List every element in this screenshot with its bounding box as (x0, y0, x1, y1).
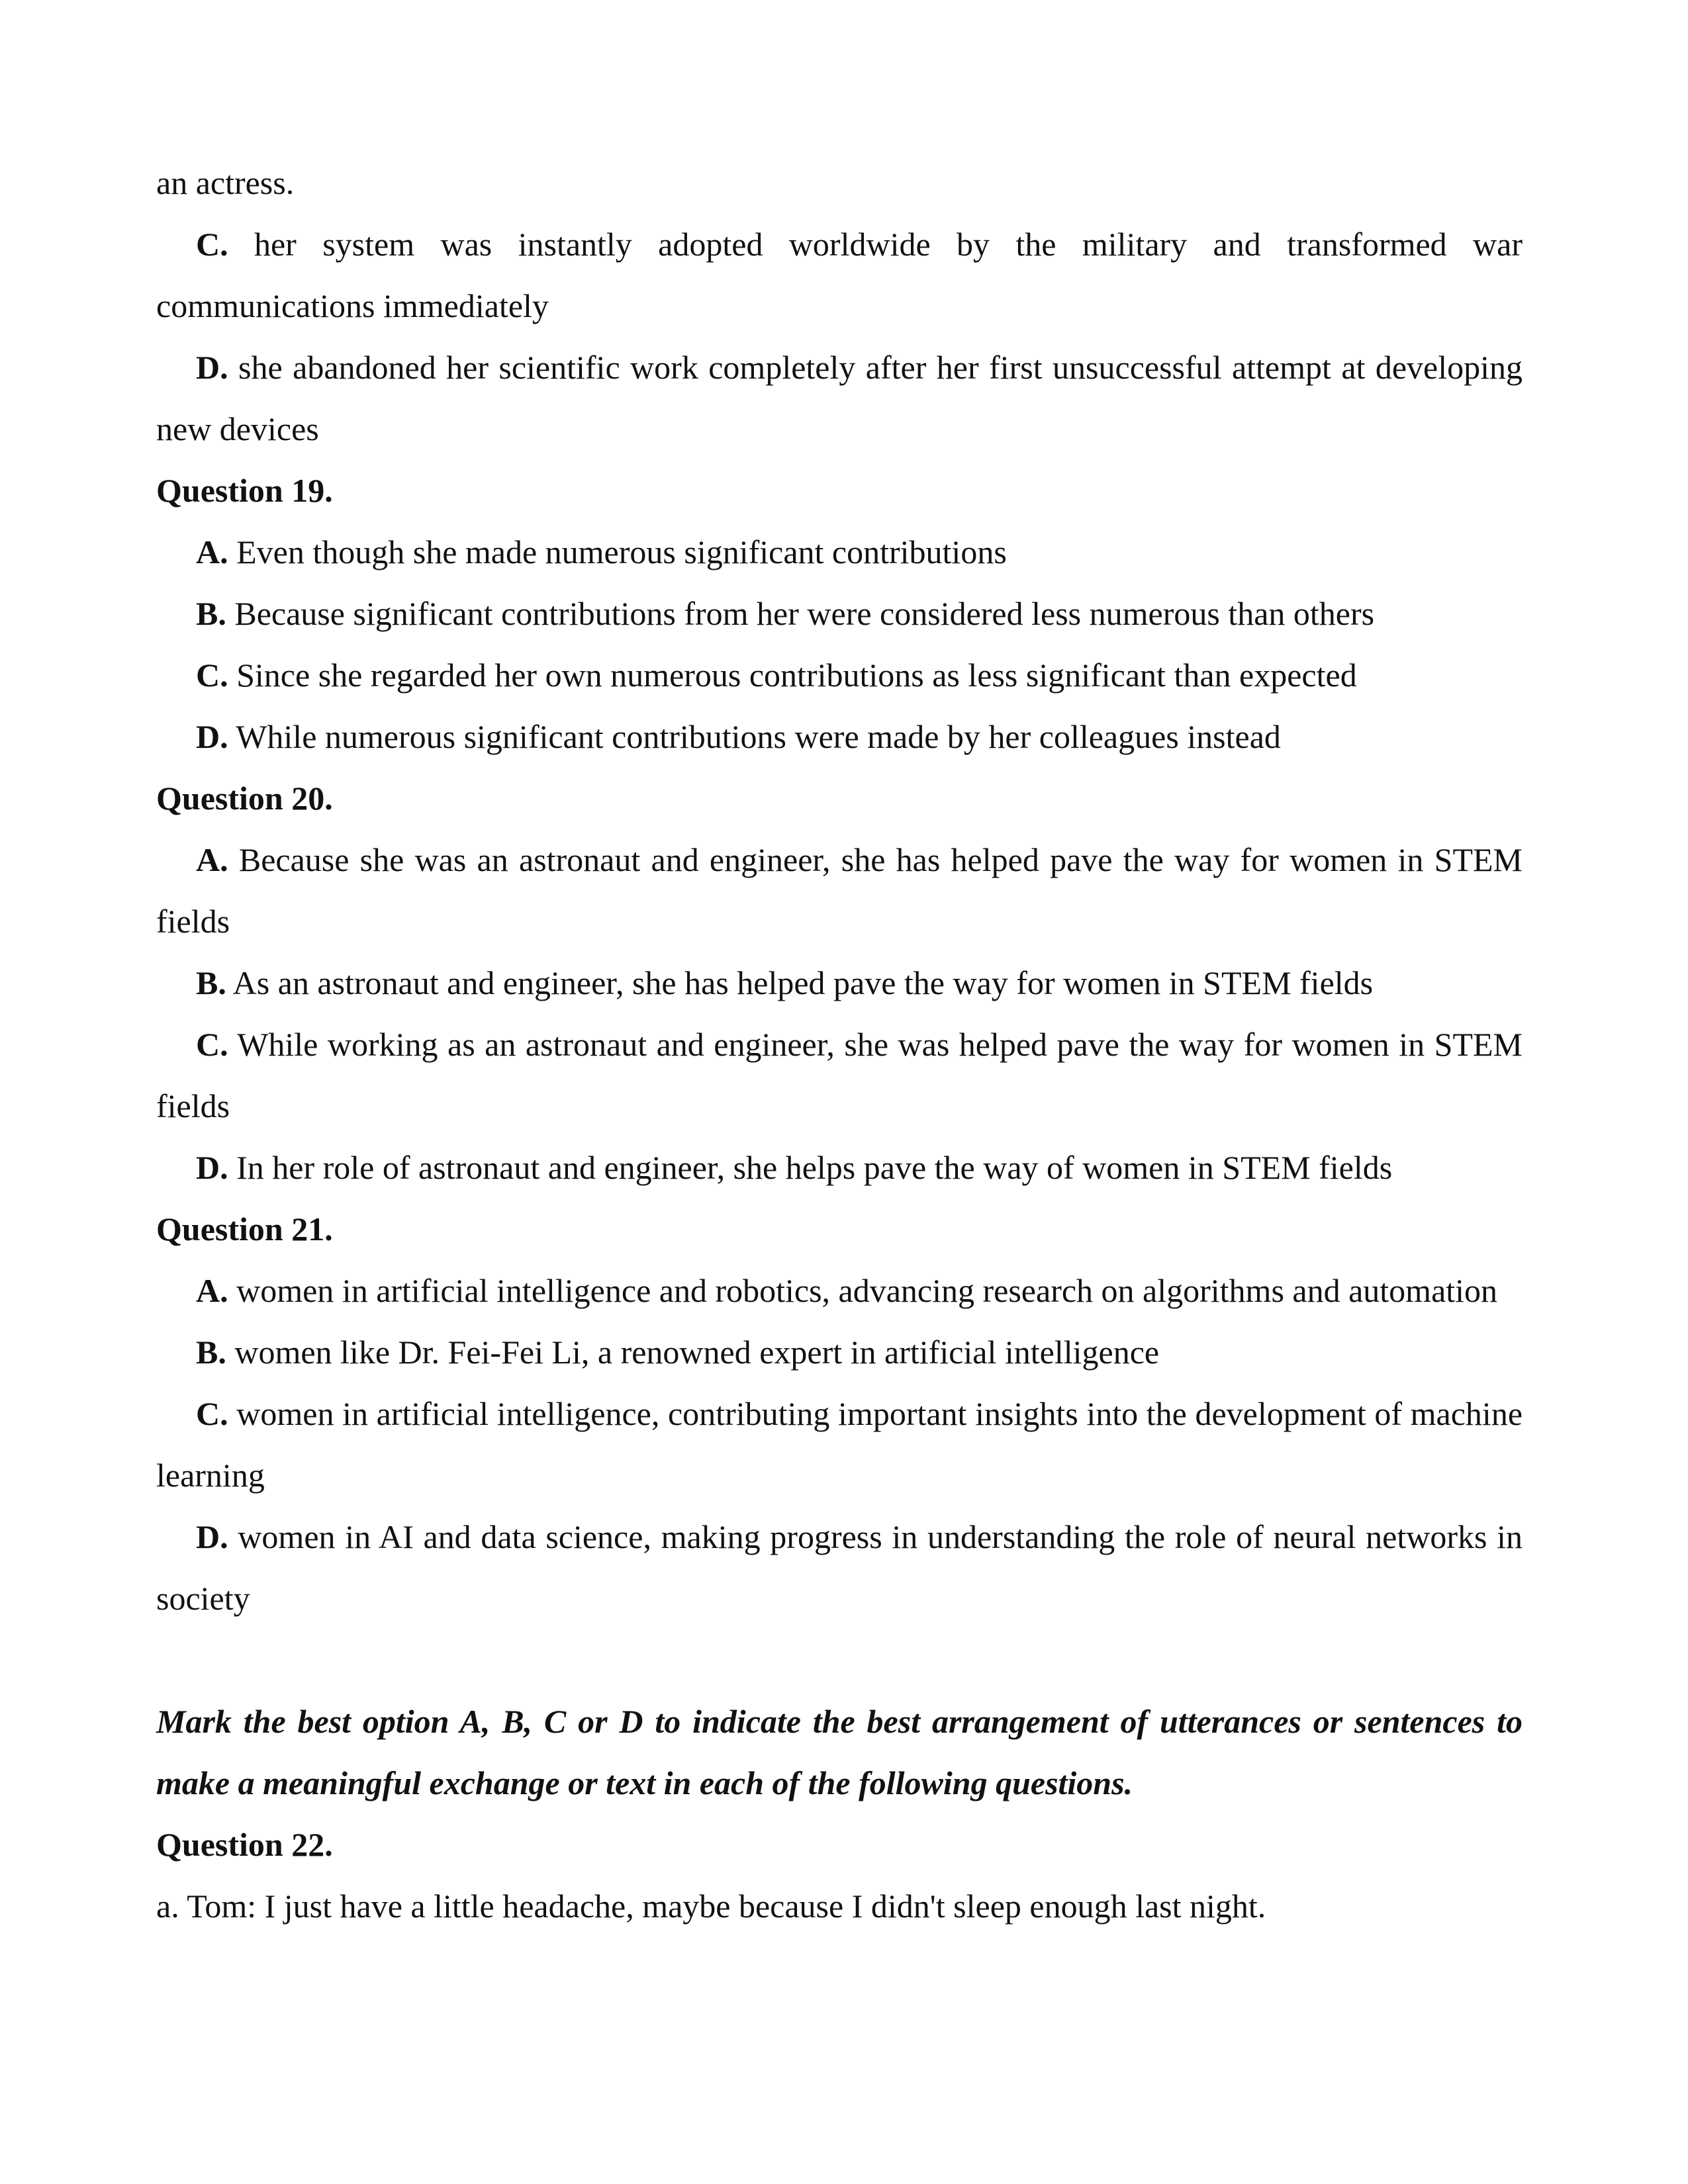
option-text: she abandoned her scientific work completely after her first unsuccessful attempt at developing new devices (156, 349, 1523, 447)
option-text: Even though she made numerous significant contributions (236, 533, 1007, 570)
option-q19-c[interactable] (156, 645, 1523, 706)
option-q21-d[interactable] (156, 1506, 1523, 1629)
option-text: Because significant contributions from her were considered less numerous than others (234, 595, 1375, 632)
option-letter: D. (196, 349, 228, 386)
document-page (156, 152, 1523, 1937)
option-text: As an astronaut and engineer, she has helped pave the way for women in STEM fields (232, 964, 1374, 1001)
option-q20-b[interactable] (156, 952, 1523, 1014)
option-text: In her role of astronaut and engineer, she helps pave the way of women in STEM fields (236, 1149, 1393, 1186)
dialogue-line-a: a. Tom: I just have a little headache, maybe because I didn't sleep enough last night. (156, 1888, 1266, 1925)
option-letter: D. (196, 1518, 228, 1555)
option-letter: D. (196, 718, 228, 755)
option-letter: A. (196, 533, 228, 570)
option-q21-c[interactable] (156, 1383, 1523, 1506)
option-letter: C. (196, 1026, 228, 1063)
option-q19-b[interactable] (156, 583, 1523, 645)
option-letter: C. (196, 226, 228, 263)
option-text: Since she regarded her own numerous contributions as less significant than expected (236, 657, 1357, 694)
option-q20-a[interactable] (156, 829, 1523, 952)
option-letter: A. (196, 1272, 228, 1309)
option-q20-c[interactable] (156, 1014, 1523, 1137)
option-text: women like Dr. Fei-Fei Li, a renowned expert in artificial intelligence (234, 1334, 1160, 1371)
option-letter: B. (196, 964, 226, 1001)
option-q19-a[interactable] (156, 522, 1523, 583)
option-letter: A. (196, 841, 228, 878)
option-q21-a[interactable] (156, 1260, 1523, 1322)
option-text: women in artificial intelligence and robotics, advancing research on algorithms and automation (236, 1272, 1498, 1309)
question-20-heading: Question 20. (156, 780, 333, 817)
option-q18-c[interactable] (156, 214, 1523, 337)
option-q19-d[interactable] (156, 706, 1523, 768)
option-q18-d[interactable] (156, 337, 1523, 460)
option-text: While numerous significant contributions were made by her colleagues instead (236, 718, 1281, 755)
question-22-heading: Question 22. (156, 1826, 333, 1863)
option-letter: D. (196, 1149, 228, 1186)
question-21-heading: Question 21. (156, 1210, 333, 1248)
question-19-heading: Question 19. (156, 472, 333, 509)
option-letter: B. (196, 1334, 226, 1371)
option-text: women in AI and data science, making progress in understanding the role of neural networks in society (156, 1518, 1523, 1617)
continuation-text: an actress. (156, 164, 295, 201)
option-q20-d[interactable] (156, 1137, 1523, 1199)
option-text: women in artificial intelligence, contributing important insights into the development of machine learning (156, 1395, 1523, 1494)
option-q21-b[interactable] (156, 1322, 1523, 1383)
option-letter: C. (196, 1395, 228, 1432)
section-instruction: Mark the best option A, B, C or D to indicate the best arrangement of utterances or sentences to make a meaningful exchange or text in each of the following questions. (156, 1703, 1523, 1801)
option-text: While working as an astronaut and engineer, she was helped pave the way for women in STEM fields (156, 1026, 1523, 1124)
option-letter: C. (196, 657, 228, 694)
option-text: Because she was an astronaut and engineer, she has helped pave the way for women in STEM fields (156, 841, 1523, 940)
option-letter: B. (196, 595, 226, 632)
option-text: her system was instantly adopted worldwide by the military and transformed war communications immediately (156, 226, 1523, 324)
